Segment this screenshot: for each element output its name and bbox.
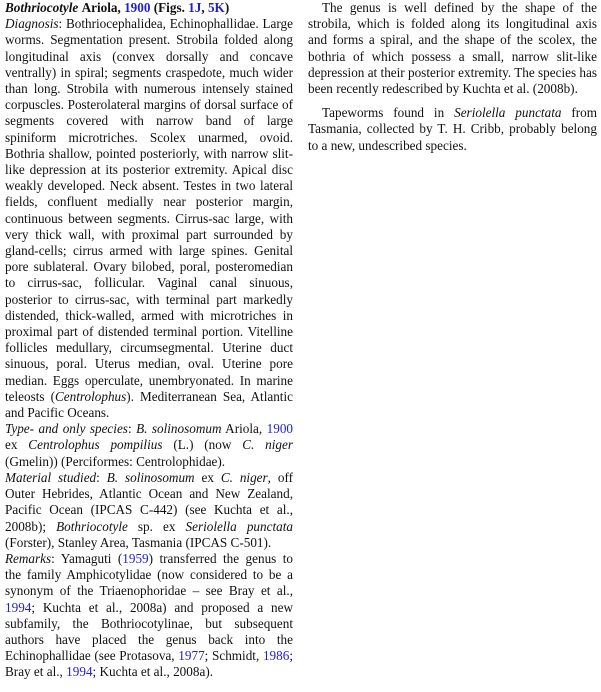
remarks-label: Remarks [5, 550, 52, 566]
type-species-host-auth: (L.) (now [162, 437, 243, 453]
fig-link-1j[interactable]: 1J [188, 0, 202, 15]
type-species-author: Ariola, [221, 421, 267, 437]
material-ex: ex [194, 469, 221, 485]
genus-name: Bothriocotyle [5, 0, 79, 15]
material-host-2: Seriolella punctata [185, 518, 293, 534]
figs-sep: , [201, 0, 205, 15]
genus-heading [5, 0, 293, 16]
ref-link-1959[interactable]: 1959 [122, 550, 149, 566]
material-genus: Bothriocotyle [56, 518, 128, 534]
diagnosis-text: : Bothriocephalidea, Echinophallidae. Large worms. Segmentation present. Strobila folded along longitudinal axis (convex dorsally and concave ventrally) in spiral; segments craspedote, much wider than long. Strobila with numerous intensely stained corpuscles. Posterolateral margins of dorsal surface of segments covered with narrow band of large spiniform microtriches. Scolex unarmed, ovoid. Bothria shallow, pointed posteriorly, with narrow slit-like depression at its posterior extremity. Apical disc weakly developed. Neck absent. Testes in two lateral fields, confluent medially near posterior margin, continuous between segments. Cirrus-sac large, with very thick wall, with proximal part surrounded by gland-cells; cirrus armed with large spines. Genital pore sublateral. Ovary bilobed, poral, posteromedian to cirrus-sac, follicular. Vaginal canal sinuous, posterior to cirrus-sac, with terminal part markedly distended, thick-walled, armed with microtriches in proximal part of distended terminal portion. Vitelline follicles medullary, circumsegmental. Uterine duct sinuous, poral. Uterus median, oval. Uterine pore median. Eggs operculate, unembryonated. In marine teleosts ( [5, 16, 293, 404]
material-species: B. solinosomum [106, 469, 195, 485]
type-species-ex: ex [5, 437, 29, 453]
type-species-label: Type- and only species [5, 421, 128, 437]
remarks-text-3: ; Kuchta et al., 2008a) and proposed a new subfamily, the Bothriocotylinae, but subsequent authors have placed the genus back into the Echinophallidae (see Protasova, [5, 599, 293, 664]
material-colon: : [96, 469, 107, 485]
diagnosis-label: Diagnosis [5, 16, 59, 32]
material-label: Material studied [5, 469, 97, 485]
tapeworms-text-2: from Tasmania, collected by T. H. Cribb, probably belong to a new, undescribed species. [308, 105, 598, 153]
left-column [5, 0, 293, 681]
genus-author: Ariola, [81, 0, 121, 15]
fig-link-5k[interactable]: 5K [207, 0, 225, 15]
genus-definition-paragraph: The genus is well defined by the shape of the strobila, which is folded along its longitudinal axis and forms a spiral, and the shape of the scolex, the bothria of which possess a small, narrow slit-like depression at their posterior extremity. The species has been recently redescribed by Kuchta et al. (2008b). [308, 0, 597, 97]
figs-suffix: ) [224, 0, 230, 15]
diagnosis-paragraph [5, 16, 293, 421]
type-species-colon: : [127, 421, 137, 437]
material-host: C. niger [220, 469, 268, 485]
ref-link-1994-a[interactable]: 1994 [5, 599, 32, 615]
material-text-1: , off Outer Hebrides, Atlantic Ocean and New Zealand, Pacific Ocean (IPCAS C-442) (see Kuchta et al., 2008b); [5, 469, 293, 534]
remarks-text-6: ; Kuchta et al., 2008a). [92, 664, 214, 680]
right-column [308, 0, 597, 154]
ref-link-1977[interactable]: 1977 [178, 648, 205, 664]
remarks-text-5: ; Bray et al., [5, 648, 293, 680]
ref-link-1986[interactable]: 1986 [262, 648, 290, 664]
type-species-name: B. solinosomum [136, 421, 222, 437]
ref-link-1900[interactable]: 1900 [124, 0, 151, 15]
remarks-text-2: ) transferred the genus to the family Amphicotylidae (now considered to be a synonym of the Triaenophoridae – see Bray et al., [5, 550, 293, 599]
type-species-paragraph [5, 421, 293, 470]
ref-link-1994-b[interactable]: 1994 [66, 664, 93, 680]
type-species-host: Centrolophus pompilius [28, 437, 163, 453]
material-sp-ex: sp. ex [127, 518, 186, 534]
type-species-new-name: C. niger [242, 437, 293, 453]
remarks-text-4: ; Schmidt, [204, 648, 263, 664]
diagnosis-text-end: ). Mediterranean Sea, Atlantic and Pacific Oceans. [5, 388, 293, 421]
material-text-2: (Forster), Stanley Area, Tasmania (IPCAS C-501). [5, 534, 272, 550]
diagnosis-host-genus: Centrolophus [54, 388, 127, 404]
tapeworms-text-1: Tapeworms found in [322, 105, 455, 121]
material-paragraph [5, 470, 293, 551]
ref-link-1900-b[interactable]: 1900 [266, 421, 293, 437]
tapeworms-paragraph [308, 105, 597, 154]
figs-prefix: (Figs. [153, 0, 185, 15]
remarks-text-1: : Yamaguti ( [51, 550, 123, 566]
type-species-rest: (Gmelin)) (Perciformes: Centrolophidae). [5, 453, 226, 469]
tapeworms-host: Seriolella punctata [454, 105, 562, 121]
remarks-paragraph [5, 551, 293, 681]
